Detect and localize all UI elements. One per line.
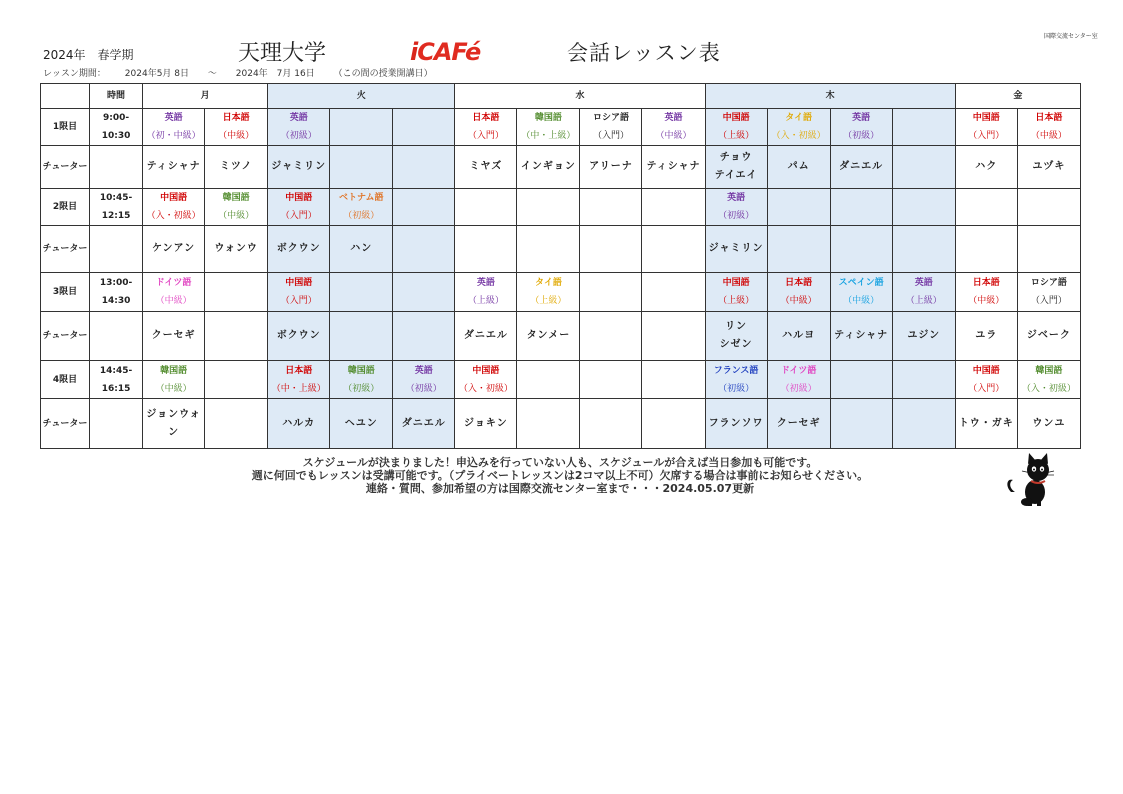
tutor-cell [830,312,892,361]
lesson-cell [642,273,705,312]
lesson-cell [205,361,268,399]
lesson-cell [767,109,830,146]
lesson-level: （中級） [780,296,817,306]
tutor-cell [955,312,1017,361]
tutor-name: ジョキン [464,417,508,429]
office-label: 国際交流センター室 [1044,33,1098,40]
tutor-name: ミツノ [219,161,253,172]
lesson-language: 中国語 [972,113,1000,123]
tutor-name: ダニエル [401,417,446,429]
period-start: 2024年5月 8日 [124,69,190,79]
period-end: 2024年 7月 16日 [235,69,315,79]
lesson-cell [892,361,955,399]
lesson-language: 英語 [852,113,871,123]
lesson-cell [892,189,955,226]
lesson-language: 中国語 [722,113,750,123]
lesson-cell [330,109,393,146]
lesson-level: （上級） [530,296,567,306]
tutor-name: ヘユン [344,417,378,429]
tutor-cell [830,226,892,273]
lesson-cell [705,189,767,226]
lesson-cell [393,189,455,226]
lesson-level: （中級） [655,131,692,141]
lesson-level: （上級） [467,296,504,306]
lesson-level: （入・初級） [1021,383,1076,394]
lesson-cell [642,361,705,399]
tutor-cell [642,226,705,273]
lesson-language: ロシア語 [1030,278,1067,288]
tutor-cell [268,146,330,189]
lesson-language: タイ語 [785,113,813,123]
lesson-level: （入・初級） [771,131,826,141]
period-label: レッスン期間： [43,69,106,79]
tutor-name: シゼン [719,339,753,350]
empty-cell [90,312,143,361]
tutor-cell [455,312,517,361]
lesson-cell [580,109,642,146]
lesson-language: 英語 [914,278,933,288]
lesson-language: ドイツ語 [155,278,192,288]
tutor-cell [455,399,517,449]
lesson-level: （初級） [843,131,880,141]
university-name: 天理大学 [238,41,327,66]
tutor-cell [892,226,955,273]
tutor-name: フランソワ [708,417,764,429]
lesson-level: （上級） [905,296,942,306]
lesson-cell [830,109,892,146]
lesson-row [41,361,1081,399]
icafe-logo: iCAFé [410,38,481,66]
lesson-level: （入・初級） [146,211,201,221]
lesson-language: フランス語 [713,365,759,376]
lesson-language: ベトナム語 [338,193,384,203]
lesson-language: 中国語 [160,193,188,203]
lesson-language: 日本語 [472,113,500,123]
lesson-language: 韓国語 [534,113,562,123]
tutor-name: ハク [975,161,998,172]
lesson-language: 中国語 [722,278,750,288]
lesson-period [43,66,449,79]
tutor-cell [517,146,580,189]
tutor-cell [268,399,330,449]
lesson-cell [1017,361,1080,399]
lesson-cell [205,189,268,226]
tutor-name: リン [725,321,748,332]
lesson-cell [268,109,330,146]
term-label: 2024年 春学期 [43,48,134,62]
lesson-language: 韓国語 [1035,365,1063,376]
day-header: 火 [268,84,455,109]
lesson-language: 英語 [164,113,183,123]
tutor-name: ティシャナ [146,161,201,172]
lesson-level: （中級） [155,383,192,394]
empty-cell [90,226,143,273]
lesson-cell [143,361,205,399]
lesson-cell [955,189,1017,226]
day-header-row [41,84,1081,109]
lesson-cell [1017,109,1080,146]
tutor-cell [955,146,1017,189]
lesson-cell [892,109,955,146]
tutor-cell [580,226,642,273]
tutor-cell [767,399,830,449]
lesson-schedule-table [40,83,1081,449]
lesson-cell [393,361,455,399]
lesson-language: 韓国語 [222,193,250,203]
lesson-level: （入門） [280,211,317,221]
tutor-cell [580,146,642,189]
tutor-cell [205,226,268,273]
tutor-name: トウ・ガキ [958,417,1014,429]
tutor-cell [580,312,642,361]
lesson-level: （初級） [280,131,317,141]
tutor-row [41,226,1081,273]
lesson-level: （上級） [718,296,755,306]
tutor-cell [205,146,268,189]
tutor-name: ティシャナ [834,330,889,341]
lesson-row [41,189,1081,226]
tutor-name: ジャミリン [708,243,764,254]
tutor-cell [892,146,955,189]
lesson-cell [455,273,517,312]
lesson-cell [642,109,705,146]
lesson-cell [1017,189,1080,226]
tutor-name: ウンユ [1032,417,1066,429]
tutor-cell [268,312,330,361]
lesson-language: 英語 [664,113,683,123]
tutor-cell [143,399,205,449]
lesson-language: 英語 [476,278,495,288]
tutor-cell [393,146,455,189]
tutor-cell [393,226,455,273]
lesson-row [41,273,1081,312]
period-label: 2限目 [41,189,90,226]
tutor-name: チョウ [719,152,753,163]
notice-line: 週に何回でもレッスンは受講可能です。（プライベートレッスンは2コマ以上不可）欠席する場合は事前にお知らせください。 [251,469,869,482]
lesson-cell [143,273,205,312]
lesson-cell [455,189,517,226]
tutor-cell [955,226,1017,273]
lesson-cell [955,361,1017,399]
period-time: 10:45-12:15 [90,189,143,226]
lesson-level: （入門） [592,131,629,141]
tutor-cell [1017,146,1080,189]
lesson-cell [330,273,393,312]
lesson-language: 中国語 [972,365,1000,376]
tutor-name: パム [787,161,810,172]
lesson-cell [517,273,580,312]
lesson-language: 日本語 [785,278,813,288]
lesson-level: （中・上級） [521,131,576,141]
tutor-cell [455,146,517,189]
tutor-cell [767,312,830,361]
empty-cell [90,399,143,449]
lesson-cell [517,189,580,226]
period-label: 1限目 [41,109,90,146]
lesson-cell [393,109,455,146]
tutor-name: ボクウン [276,330,321,341]
lesson-language: ドイツ語 [780,365,817,376]
lesson-cell [393,273,455,312]
lesson-cell [143,189,205,226]
lesson-cell [268,189,330,226]
empty-cell [90,146,143,189]
tutor-cell [642,146,705,189]
period-label: 3限目 [41,273,90,312]
lesson-level: （上級） [718,131,755,141]
period-time: 9:00-10:30 [90,109,143,146]
tutor-label: チューター [41,146,90,189]
lesson-cell [767,361,830,399]
tutor-name: ユジン [907,330,941,341]
lesson-cell [767,189,830,226]
tutor-cell [642,312,705,361]
lesson-row [41,109,1081,146]
lesson-cell [642,189,705,226]
period-time: 13:00-14:30 [90,273,143,312]
tutor-cell [455,226,517,273]
tutor-cell [705,226,767,273]
day-header: 月 [143,84,268,109]
tutor-cell [393,312,455,361]
lesson-cell [205,109,268,146]
tutor-name: ジャミリン [271,161,327,172]
lesson-cell [455,109,517,146]
lesson-cell [830,189,892,226]
tutor-cell [580,399,642,449]
lesson-cell [830,361,892,399]
lesson-cell [830,273,892,312]
tutor-label: チューター [41,312,90,361]
tutor-name: ティシャナ [646,161,701,172]
tutor-cell [830,146,892,189]
lesson-level: （中級） [1030,131,1067,141]
lesson-language: ロシア語 [592,113,629,123]
tutor-cell [892,312,955,361]
lesson-cell [767,273,830,312]
tutor-name: ボクウン [276,243,321,254]
tutor-cell [268,226,330,273]
tutor-cell [330,146,393,189]
tutor-cell [330,312,393,361]
lesson-level: （初級） [405,383,442,394]
lesson-language: 日本語 [972,278,1000,288]
tutor-cell [517,226,580,273]
tutor-cell [143,146,205,189]
lesson-level: （入門） [467,131,504,141]
lesson-cell [517,361,580,399]
tutor-row [41,312,1081,361]
lesson-cell [143,109,205,146]
tutor-cell [955,399,1017,449]
lesson-level: （初級） [343,211,380,221]
notice-text [160,456,960,495]
tutor-name: ジョンウォン [146,408,201,438]
lesson-cell [955,273,1017,312]
tutor-cell [330,399,393,449]
lesson-cell [580,273,642,312]
tutor-name: ハルカ [282,417,316,429]
tutor-row [41,146,1081,189]
day-header: 金 [955,84,1080,109]
lesson-level: （中級） [968,296,1005,306]
lesson-level: （入門） [968,131,1005,141]
lesson-level: （入門） [280,296,317,306]
lesson-level: （入・初級） [458,383,513,394]
lesson-cell [330,189,393,226]
tutor-name: アリーナ [589,161,633,172]
tutor-cell [143,226,205,273]
tutor-cell [143,312,205,361]
lesson-level: （中級） [155,296,192,306]
tutor-name: ウォンウ [214,243,258,254]
lesson-cell [1017,273,1080,312]
corner-cell [41,84,90,109]
tutor-name: クーセギ [151,330,196,341]
lesson-level: （初級） [343,383,380,394]
lesson-cell [330,361,393,399]
lesson-level: （中級） [843,296,880,306]
period-separator: ～ [207,69,217,79]
lesson-cell [705,109,767,146]
tutor-cell [1017,312,1080,361]
lesson-language: 日本語 [1035,113,1063,123]
tutor-cell [205,399,268,449]
tutor-cell [330,226,393,273]
lesson-level: （初級） [718,211,755,221]
tutor-name: ハルヨ [782,330,816,341]
tutor-cell [767,146,830,189]
tutor-cell [517,312,580,361]
tutor-cell [705,146,767,189]
tutor-cell [642,399,705,449]
notice-line: スケジュールが決まりました！申込みを行っていない人も、スケジュールが合えば当日参加も可能です。 [302,456,818,469]
tutor-name: ジベーク [1026,330,1071,341]
tutor-cell [205,312,268,361]
lesson-level: （入門） [1030,296,1067,306]
tutor-label: チューター [41,399,90,449]
black-cat-icon [1005,452,1057,512]
lesson-cell [455,361,517,399]
lesson-language: 英語 [289,113,308,123]
tutor-name: インギョン [520,161,576,172]
period-time: 14:45-16:15 [90,361,143,399]
lesson-cell [517,109,580,146]
tutor-name: クーセギ [776,417,821,429]
lesson-language: 中国語 [285,193,313,203]
tutor-cell [393,399,455,449]
lesson-cell [205,273,268,312]
lesson-cell [268,361,330,399]
lesson-language: 英語 [414,365,433,376]
lesson-language: スペイン語 [838,278,884,288]
tutor-cell [517,399,580,449]
time-header: 時間 [90,84,143,109]
lesson-level: （中・上級） [271,383,326,394]
lesson-language: タイ語 [535,278,562,288]
lesson-language: 日本語 [285,365,313,376]
tutor-cell [767,226,830,273]
tutor-cell [705,312,767,361]
lesson-level: （入門） [968,383,1005,394]
lesson-cell [580,361,642,399]
tutor-name: ケンアン [152,243,196,254]
tutor-name: テイエイ [714,170,758,181]
lesson-level: （初級） [780,383,817,394]
lesson-cell [705,273,767,312]
lesson-cell [268,273,330,312]
tutor-cell [705,399,767,449]
lesson-language: 韓国語 [347,365,375,376]
lesson-level: （中級） [218,131,255,141]
tutor-name: ミヤズ [469,161,503,172]
tutor-cell [1017,226,1080,273]
tutor-name: ハン [350,243,373,254]
period-note: （この間の授業開講日） [333,69,433,79]
lesson-language: 中国語 [285,278,313,288]
tutor-name: ユラ [975,330,998,341]
tutor-cell [830,399,892,449]
tutor-name: ダニエル [839,161,884,172]
period-label: 4限目 [41,361,90,399]
lesson-level: （初・中級） [146,131,201,141]
lesson-cell [580,189,642,226]
day-header: 木 [705,84,955,109]
lesson-language: 日本語 [222,113,250,123]
lesson-cell [955,109,1017,146]
lesson-cell [705,361,767,399]
lesson-language: 英語 [727,193,746,203]
lesson-cell [892,273,955,312]
lesson-language: 中国語 [472,365,500,376]
lesson-level: （初級） [718,383,755,394]
tutor-cell [1017,399,1080,449]
tutor-label: チューター [41,226,90,273]
tutor-cell [892,399,955,449]
tutor-name: タンメー [526,330,571,341]
lesson-language: 韓国語 [160,365,188,376]
tutor-name: ユヅキ [1032,161,1066,172]
notice-line: 連絡・質問、参加希望の方は国際交流センター室まで・・・2024.05.07更新 [365,482,755,495]
page-title: 会話レッスン表 [567,41,721,65]
day-header: 水 [455,84,705,109]
tutor-name: ダニエル [463,330,508,341]
lesson-level: （中級） [218,211,255,221]
tutor-row [41,399,1081,449]
